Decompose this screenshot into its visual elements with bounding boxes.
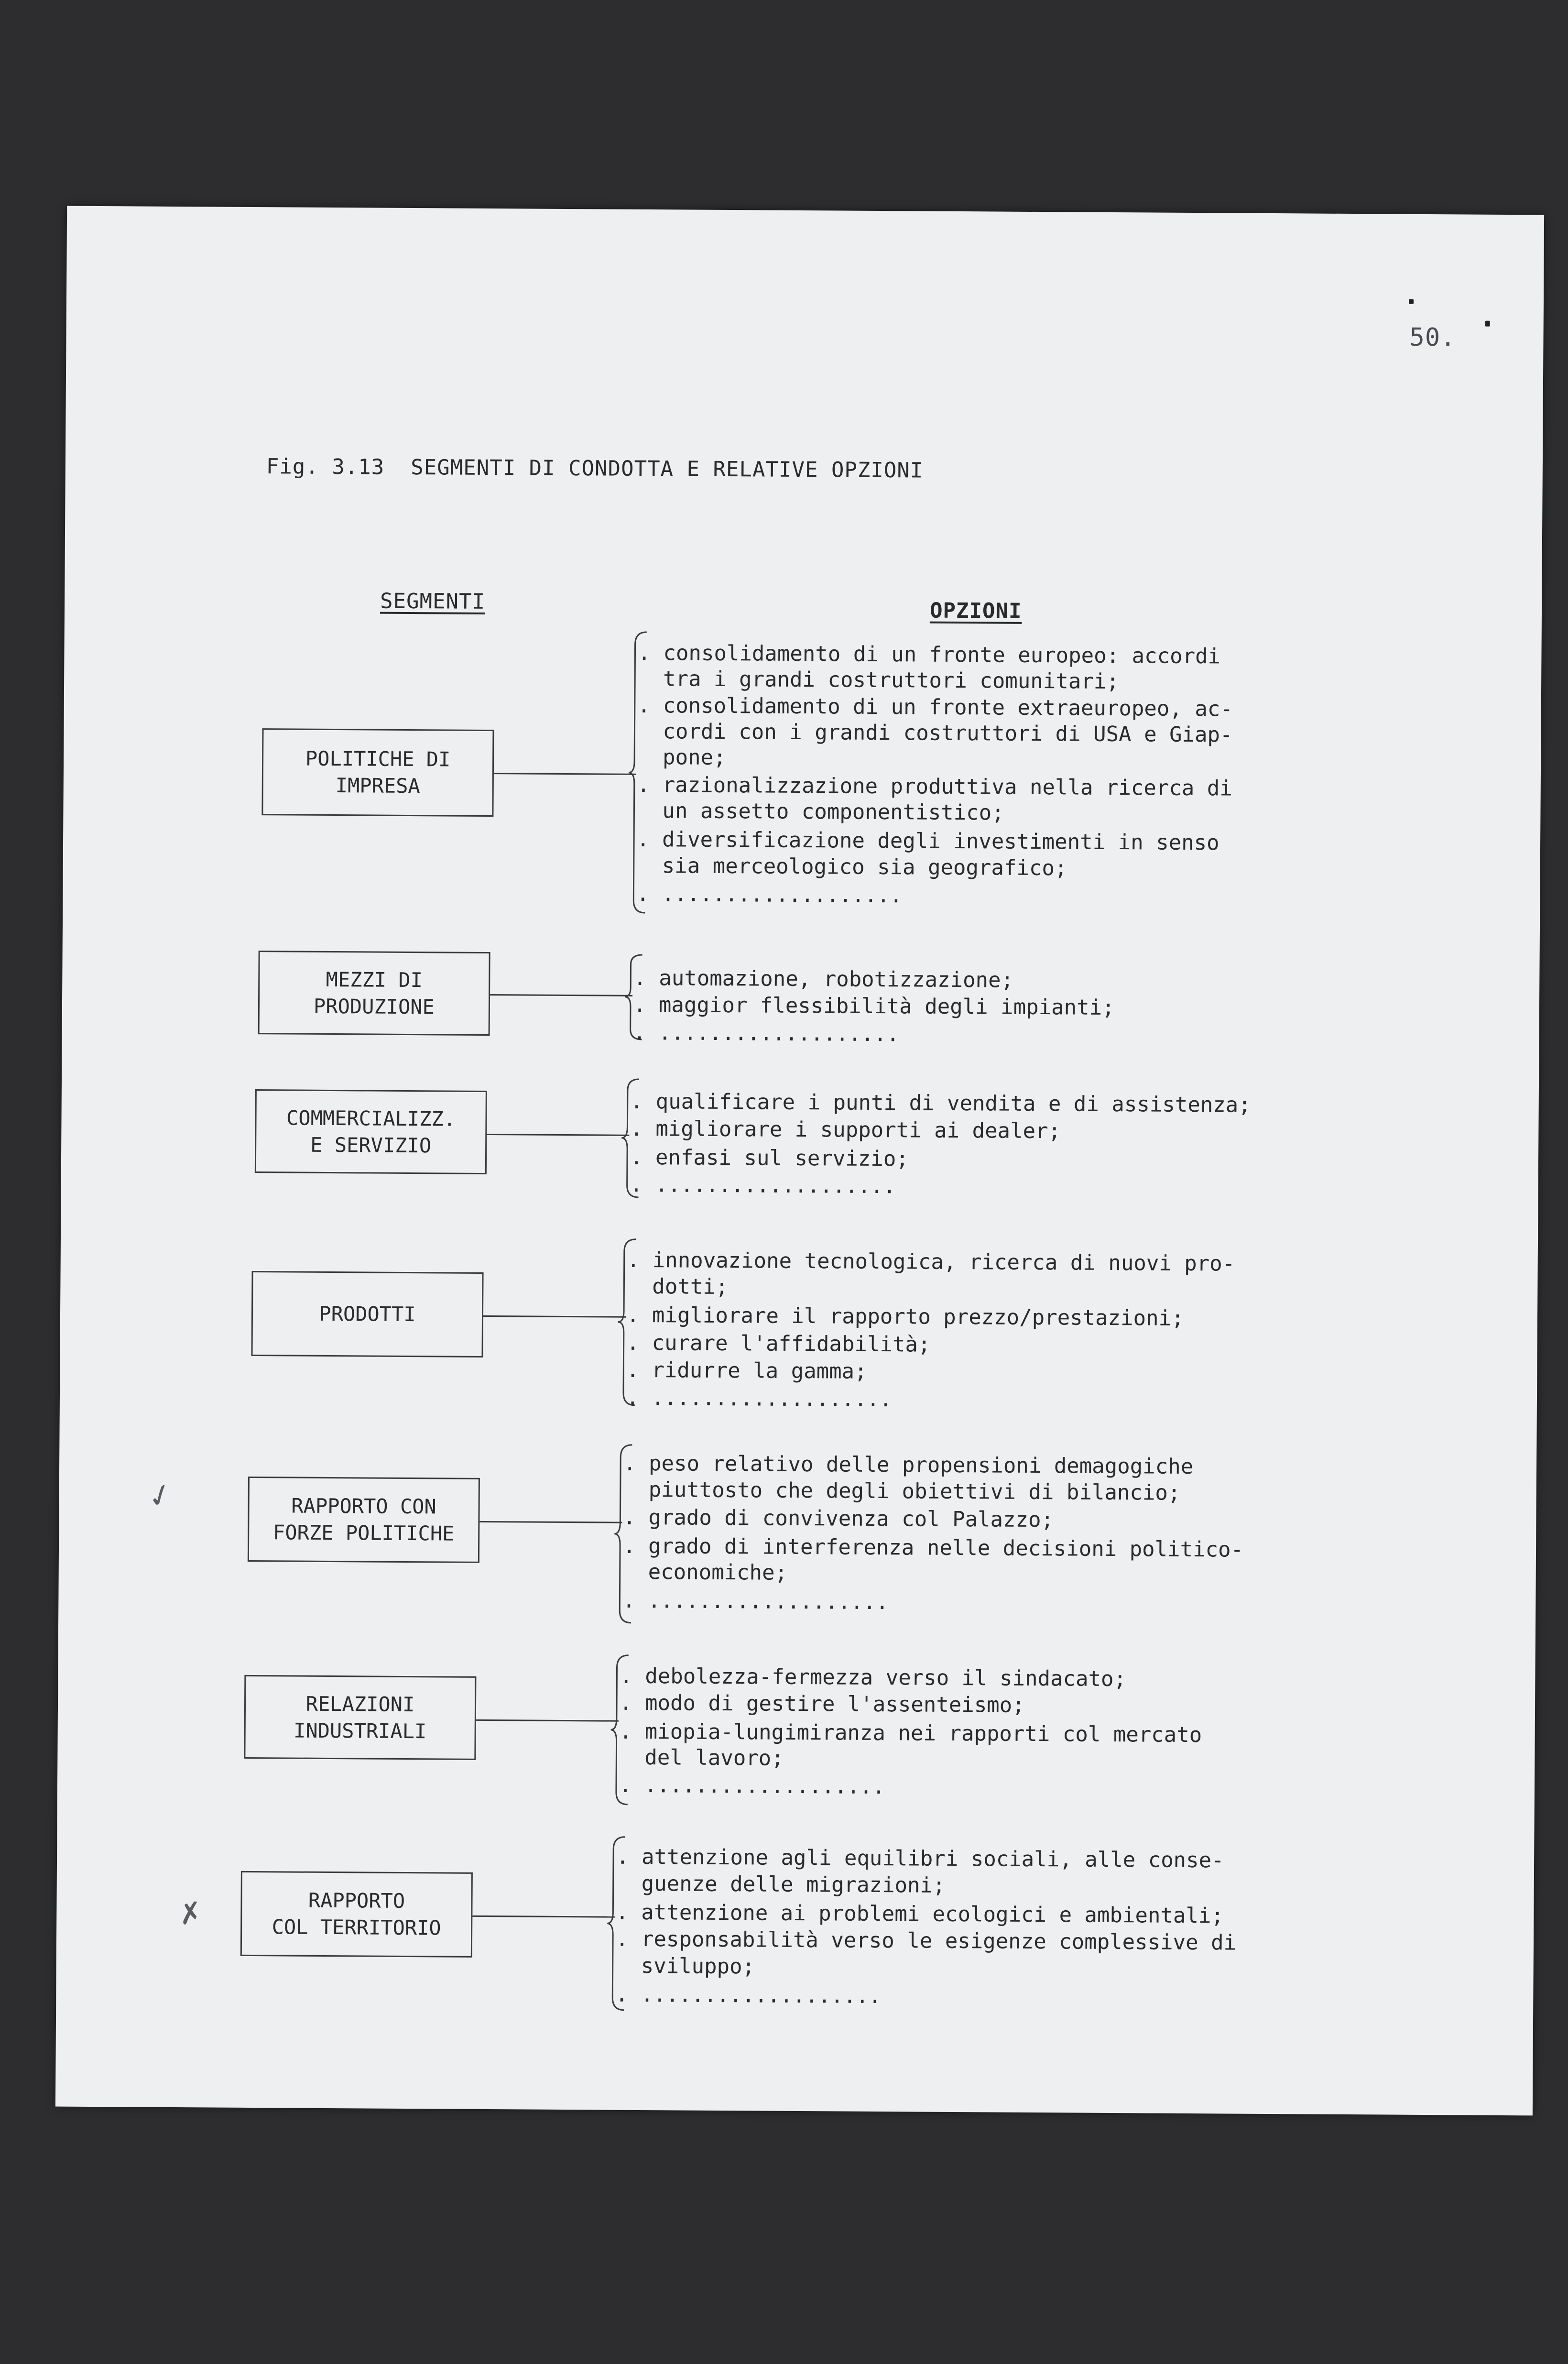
option-line: cordi con i grandi costruttori di USA e Giap- — [637, 719, 1233, 747]
option-line: . diversificazione degli investimenti in senso — [636, 827, 1220, 855]
option-line: un assetto componentistico; — [637, 798, 1004, 825]
option-line: . maggior flessibilità degli impianti; — [633, 992, 1115, 1020]
page-number: 50. — [1409, 323, 1456, 352]
option-line: . ................... — [626, 1385, 893, 1412]
segment-connector — [490, 994, 632, 996]
option-line: . attenzione ai problemi ecologici e ambientali; — [616, 1900, 1224, 1928]
option-line: economiche; — [622, 1559, 788, 1585]
option-line: . enfasi sul servizio; — [630, 1145, 909, 1171]
option-line: . debolezza-fermezza verso il sindacato; — [620, 1664, 1127, 1692]
option-line: . ................... — [633, 1020, 900, 1047]
option-line: . curare l'affidabilità; — [626, 1330, 931, 1357]
option-line: . ................... — [619, 1773, 885, 1799]
option-line: . consolidamento di un fronte europeo: accordi — [638, 640, 1221, 669]
option-line: . migliorare il rapporto prezzo/prestazioni; — [626, 1302, 1184, 1331]
document-page — [55, 206, 1544, 2116]
option-line: . grado di convivenza col Palazzo; — [623, 1505, 1054, 1532]
segment-box-politiche-impresa: POLITICHE DI IMPRESA — [261, 728, 494, 817]
figure-title: Fig. 3.13 SEGMENTI DI CONDOTTA E RELATIVE OPZIONI — [266, 454, 924, 483]
segment-box-prodotti: PRODOTTI — [251, 1271, 483, 1357]
punch-mark — [1485, 321, 1490, 327]
option-line: pone; — [637, 744, 726, 770]
segment-connector — [494, 773, 636, 775]
option-line: tra i grandi costruttori comunitari; — [637, 666, 1119, 694]
option-line: . ridurre la gamma; — [626, 1357, 867, 1384]
option-line: . ................... — [636, 881, 903, 908]
option-line: . innovazione tecnologica, ricerca di nuovi pro- — [627, 1248, 1235, 1276]
option-line: . consolidamento di un fronte extraeuropeo, ac- — [637, 693, 1233, 722]
segment-box-commercializzazione: COMMERCIALIZZ. E SERVIZIO — [255, 1089, 487, 1174]
option-line: dotti; — [627, 1274, 729, 1300]
option-line: . automazione, robotizzazione; — [633, 965, 1014, 993]
segment-connector — [472, 1915, 615, 1918]
option-line: . ................... — [630, 1172, 896, 1199]
segment-box-rapporto-territorio: RAPPORTO COL TERRITORIO — [240, 1871, 473, 1958]
option-line: sviluppo; — [615, 1953, 755, 1979]
option-line: . grado di interferenza nelle decisioni politico- — [622, 1533, 1244, 1562]
segment-connector — [479, 1521, 622, 1523]
option-line: . ................... — [615, 1982, 882, 2009]
pencil-check-mark: ✓ — [142, 1475, 179, 1517]
pencil-cross-mark: ✗ — [175, 1895, 206, 1932]
segments-column-heading: SEGMENTI — [380, 589, 486, 614]
option-line: . peso relativo delle propensioni demagogiche — [623, 1451, 1194, 1479]
option-line: . attenzione agli equilibri sociali, alle conse- — [616, 1844, 1224, 1873]
segment-box-relazioni-industriali: RELAZIONI INDUSTRIALI — [244, 1675, 476, 1760]
option-line: sia merceologico sia geografico; — [636, 853, 1067, 881]
segment-box-mezzi-produzione: MEZZI DI PRODUZIONE — [258, 951, 490, 1036]
option-line: . migliorare i supporti ai dealer; — [630, 1116, 1061, 1144]
option-line: piuttosto che degli obiettivi di bilancio; — [623, 1477, 1181, 1505]
option-line: . modo di gestire l'assenteismo; — [619, 1690, 1025, 1718]
punch-mark — [1409, 299, 1414, 304]
option-line: . responsabilità verso le esigenze complessive di — [615, 1926, 1237, 1955]
option-line: . razionalizzazione produttiva nella ricerca di — [637, 772, 1232, 801]
segment-connector — [483, 1315, 626, 1318]
option-line: . ................... — [622, 1588, 889, 1615]
option-line: . qualificare i punti di vendita e di assistenza; — [630, 1089, 1251, 1117]
segment-box-rapporto-forze-politiche: RAPPORTO CON FORZE POLITICHE — [248, 1477, 480, 1563]
option-line: guenze delle migrazioni; — [616, 1871, 946, 1898]
segment-connector — [476, 1719, 619, 1722]
segment-connector — [487, 1134, 629, 1136]
option-line: . miopia-lungimiranza nei rapporti col mercato — [619, 1719, 1202, 1748]
option-line: del lavoro; — [619, 1745, 784, 1771]
options-column-heading: OPZIONI — [929, 598, 1022, 624]
